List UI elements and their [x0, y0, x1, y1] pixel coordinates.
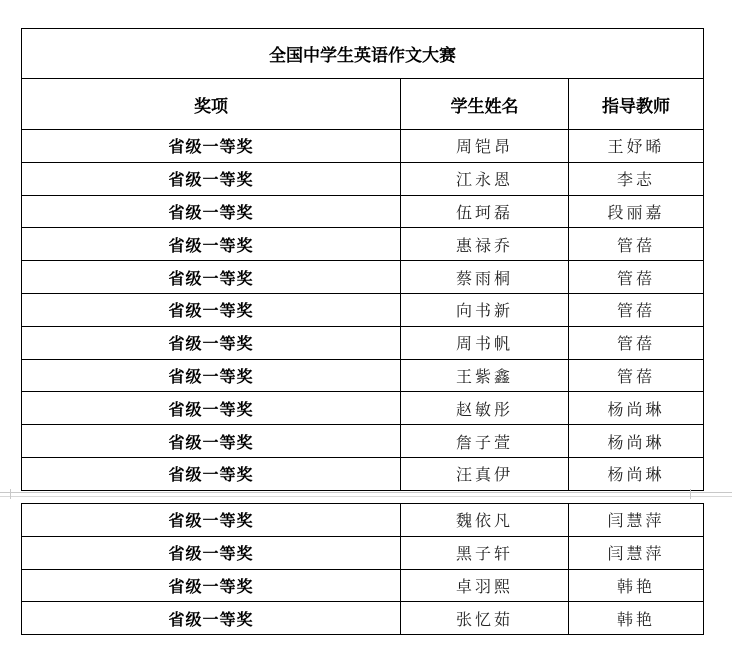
table-row	[22, 326, 704, 359]
teacher-cell: 管蓓	[569, 228, 704, 261]
teacher-cell: 杨尚琳	[569, 392, 704, 425]
student-name-cell: 汪真伊	[401, 457, 569, 490]
header-student-name: 学生姓名	[401, 79, 569, 130]
student-name-cell: 伍珂磊	[401, 195, 569, 228]
header-teacher: 指导教师	[569, 79, 704, 130]
award-cell: 省级一等奖	[22, 536, 401, 569]
student-name-cell: 周书帆	[401, 326, 569, 359]
teacher-cell: 闫慧萍	[569, 536, 704, 569]
teacher-cell: 杨尚琳	[569, 425, 704, 458]
teacher-cell: 李志	[569, 162, 704, 195]
table-title: 全国中学生英语作文大赛	[22, 29, 704, 79]
table-row	[22, 228, 704, 261]
award-cell: 省级一等奖	[22, 261, 401, 294]
header-award: 奖项	[22, 79, 401, 130]
awards-table-part-1	[21, 28, 704, 491]
table-row	[22, 392, 704, 425]
award-cell: 省级一等奖	[22, 326, 401, 359]
award-cell: 省级一等奖	[22, 504, 401, 537]
teacher-cell: 管蓓	[569, 326, 704, 359]
award-cell: 省级一等奖	[22, 162, 401, 195]
student-name-cell: 魏依凡	[401, 504, 569, 537]
table-row	[22, 359, 704, 392]
award-cell: 省级一等奖	[22, 130, 401, 163]
award-cell: 省级一等奖	[22, 425, 401, 458]
table-row	[22, 569, 704, 602]
student-name-cell: 蔡雨桐	[401, 261, 569, 294]
page-break-line	[0, 496, 732, 497]
title-row	[22, 29, 704, 79]
teacher-cell: 王妤晞	[569, 130, 704, 163]
teacher-cell: 闫慧萍	[569, 504, 704, 537]
teacher-cell: 管蓓	[569, 359, 704, 392]
award-cell: 省级一等奖	[22, 602, 401, 635]
student-name-cell: 王紫鑫	[401, 359, 569, 392]
award-cell: 省级一等奖	[22, 293, 401, 326]
page-margin-corner-mark	[0, 489, 11, 499]
award-cell: 省级一等奖	[22, 195, 401, 228]
table-row	[22, 195, 704, 228]
award-cell: 省级一等奖	[22, 359, 401, 392]
teacher-cell: 韩艳	[569, 602, 704, 635]
student-name-cell: 赵敏彤	[401, 392, 569, 425]
table-row	[22, 536, 704, 569]
table-row	[22, 261, 704, 294]
table-row	[22, 162, 704, 195]
student-name-cell: 黑子轩	[401, 536, 569, 569]
teacher-cell: 杨尚琳	[569, 457, 704, 490]
student-name-cell: 卓羽熙	[401, 569, 569, 602]
student-name-cell: 惠禄乔	[401, 228, 569, 261]
award-cell: 省级一等奖	[22, 569, 401, 602]
table-row	[22, 425, 704, 458]
award-cell: 省级一等奖	[22, 228, 401, 261]
award-cell: 省级一等奖	[22, 392, 401, 425]
teacher-cell: 管蓓	[569, 293, 704, 326]
header-row	[22, 79, 704, 130]
page-break-marker	[0, 489, 732, 503]
table-row	[22, 130, 704, 163]
student-name-cell: 江永恩	[401, 162, 569, 195]
student-name-cell: 张忆茹	[401, 602, 569, 635]
table-row	[22, 504, 704, 537]
teacher-cell: 段丽嘉	[569, 195, 704, 228]
student-name-cell: 詹子萱	[401, 425, 569, 458]
student-name-cell: 向书新	[401, 293, 569, 326]
award-cell: 省级一等奖	[22, 457, 401, 490]
table-row	[22, 457, 704, 490]
teacher-cell: 韩艳	[569, 569, 704, 602]
table-row	[22, 602, 704, 635]
table-row	[22, 293, 704, 326]
student-name-cell: 周铠昂	[401, 130, 569, 163]
page-break-line	[0, 492, 732, 493]
awards-table-part-2	[21, 503, 704, 635]
page-margin-corner-mark	[690, 489, 701, 499]
teacher-cell: 管蓓	[569, 261, 704, 294]
